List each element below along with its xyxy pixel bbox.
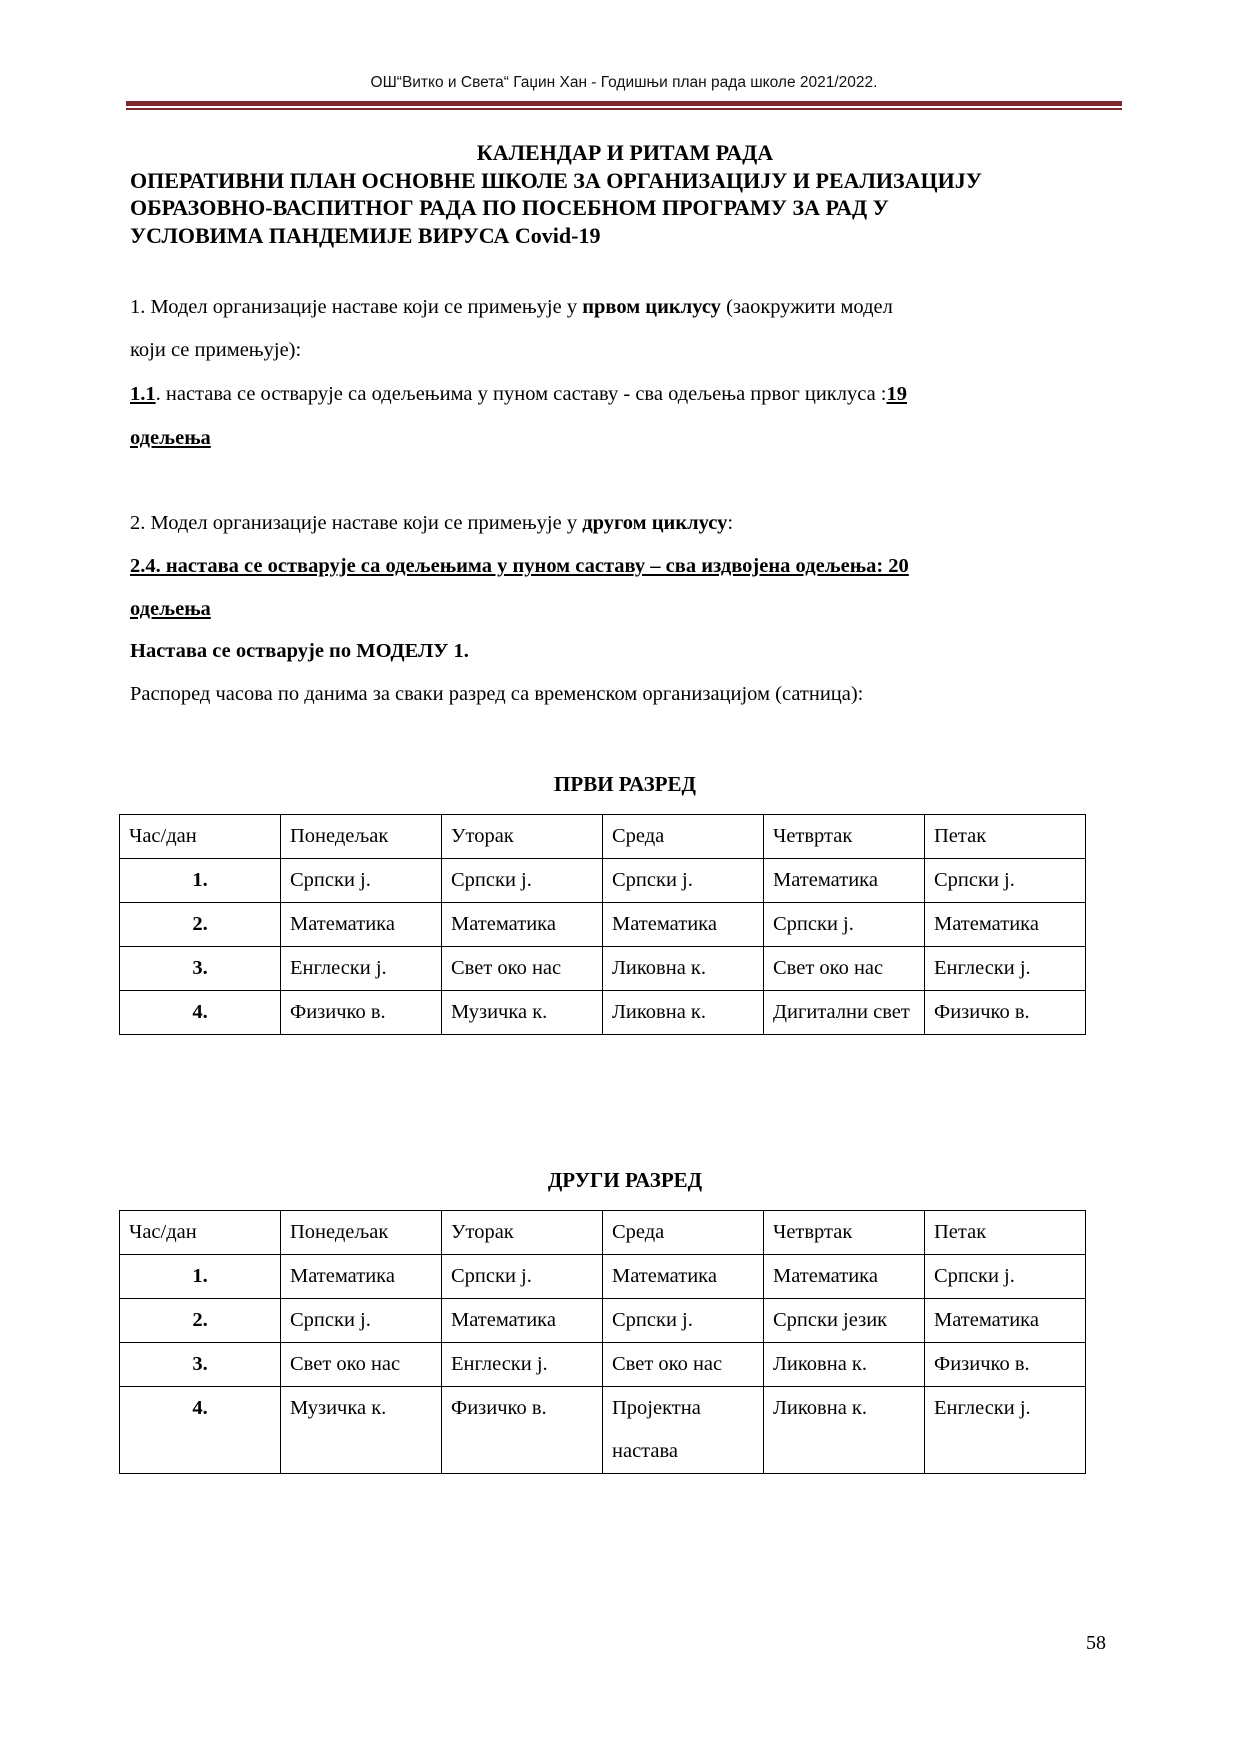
table-header-cell: Уторак xyxy=(442,1211,603,1255)
page-number: 58 xyxy=(1086,1632,1106,1654)
table-row xyxy=(120,1343,1086,1387)
header-rule-thin xyxy=(126,108,1122,110)
table-header-cell: Понедељак xyxy=(281,815,442,859)
table-header-cell: Уторак xyxy=(442,815,603,859)
subject-cell: Музичка к. xyxy=(442,991,603,1035)
table-header-cell: Час/дан xyxy=(120,1211,281,1255)
grade-2-title: ДРУГИ РАЗРЕД xyxy=(547,1168,703,1192)
grade-2-schedule-table xyxy=(119,1210,1086,1474)
text-span: 1. Модел организације наставе који се примењује у xyxy=(130,296,583,318)
subject-cell: Енглески ј. xyxy=(925,947,1086,991)
text-span: . настава се остварује са одељењима у пуном саставу - сва одељења првог циклуса : xyxy=(155,383,887,405)
subject-cell: Физичко в. xyxy=(925,991,1086,1035)
table-row xyxy=(120,859,1086,903)
subject-cell: Математика xyxy=(603,1255,764,1299)
table-header-cell: Четвртак xyxy=(764,815,925,859)
period-number-cell: 3. xyxy=(120,947,281,991)
paragraph-1-1 xyxy=(130,383,907,406)
period-number-cell: 2. xyxy=(120,903,281,947)
subject-cell: Математика xyxy=(442,903,603,947)
subject-cell: Математика xyxy=(281,1255,442,1299)
table-row xyxy=(120,903,1086,947)
subject-cell: Математика xyxy=(925,903,1086,947)
period-number-cell: 4. xyxy=(120,1387,281,1474)
table-header-cell: Среда xyxy=(603,1211,764,1255)
subject-cell: Дигитални свет xyxy=(764,991,925,1035)
subject-cell: Математика xyxy=(764,1255,925,1299)
subject-cell: Ликовна к. xyxy=(764,1387,925,1474)
table-row xyxy=(120,1255,1086,1299)
subject-cell: Српски ј. xyxy=(925,1255,1086,1299)
period-number-cell: 4. xyxy=(120,991,281,1035)
subject-cell: Математика xyxy=(281,903,442,947)
subject-cell: Пројектна настава xyxy=(603,1387,764,1474)
table-row xyxy=(120,947,1086,991)
main-title: КАЛЕНДАР И РИТАМ РАДА xyxy=(476,140,774,165)
subject-cell: Физичко в. xyxy=(442,1387,603,1474)
subject-cell: Српски језик xyxy=(764,1299,925,1343)
class-count: 19 xyxy=(886,383,907,405)
table-header-cell: Петак xyxy=(925,1211,1086,1255)
table-row xyxy=(120,991,1086,1035)
subject-cell: Српски ј. xyxy=(603,1299,764,1343)
subject-cell: Музичка к. xyxy=(281,1387,442,1474)
text-span: : xyxy=(727,512,734,534)
schedule-intro: Распоред часова по данима за сваки разред са временском организацијом (сатница): xyxy=(130,683,864,705)
subject-cell: Српски ј. xyxy=(764,903,925,947)
subject-cell: Математика xyxy=(764,859,925,903)
paragraph-2-4 xyxy=(130,555,909,578)
table-header-cell: Понедељак xyxy=(281,1211,442,1255)
subject-cell: Српски ј. xyxy=(925,859,1086,903)
subtitle-line-2: ОБРАЗОВНО-ВАСПИТНОГ РАДА ПО ПОСЕБНОМ ПРОГРАМУ ЗА РАД У xyxy=(130,195,889,220)
table-header-row xyxy=(120,815,1086,859)
subtitle-line-1: ОПЕРАТИВНИ ПЛАН ОСНОВНЕ ШКОЛЕ ЗА ОРГАНИЗАЦИЈУ И РЕАЛИЗАЦИЈУ xyxy=(130,167,982,193)
table-header-cell: Петак xyxy=(925,815,1086,859)
subject-cell: Математика xyxy=(603,903,764,947)
header-rule-thick xyxy=(126,101,1122,106)
subject-cell: Енглески ј. xyxy=(442,1343,603,1387)
text-span: (заокружити модел xyxy=(720,296,893,318)
subject-cell: Српски ј. xyxy=(603,859,764,903)
bold-text: Настава се остварује по МОДЕЛУ 1. xyxy=(130,640,469,662)
bold-underlined-text: одељења xyxy=(130,598,211,620)
subject-cell: Српски ј. xyxy=(281,1299,442,1343)
table-header-cell: Среда xyxy=(603,815,764,859)
period-number-cell: 1. xyxy=(120,859,281,903)
subject-cell: Ликовна к. xyxy=(764,1343,925,1387)
subject-cell: Српски ј. xyxy=(442,859,603,903)
subject-cell: Свет око нас xyxy=(764,947,925,991)
subject-cell: Свет око нас xyxy=(281,1343,442,1387)
text-span: 2. Модел организације наставе који се примењује у xyxy=(130,512,583,534)
table-row xyxy=(120,1387,1086,1474)
period-number-cell: 2. xyxy=(120,1299,281,1343)
grade-1-title: ПРВИ РАЗРЕД xyxy=(554,772,696,796)
table-header-cell: Четвртак xyxy=(764,1211,925,1255)
subject-cell: Математика xyxy=(925,1299,1086,1343)
period-number-cell: 3. xyxy=(120,1343,281,1387)
paragraph-model-1 xyxy=(130,296,893,319)
paragraph-model-1-cont: који се примењује): xyxy=(130,339,302,361)
page-header: ОШ“Витко и Света“ Гаџин Хан - Годишњи план рада школе 2021/2022. xyxy=(370,74,878,91)
table-header-cell: Час/дан xyxy=(120,815,281,859)
paragraph-model-2 xyxy=(130,512,733,535)
document-titles xyxy=(130,139,1120,249)
class-unit: одељења xyxy=(130,427,211,449)
subtitle-line-3: УСЛОВИМА ПАНДЕМИЈЕ ВИРУСА Covid-19 xyxy=(130,222,601,248)
subject-cell: Ликовна к. xyxy=(603,947,764,991)
subject-cell: Математика xyxy=(442,1299,603,1343)
subject-cell: Физичко в. xyxy=(925,1343,1086,1387)
grade-1-schedule-table xyxy=(119,814,1086,1035)
bold-underlined-text: 2.4. настава се остварује са одељењима у пуном саставу – сва издвојена одељења: 20 xyxy=(130,555,909,577)
model-statement xyxy=(130,640,469,663)
subject-cell: Српски ј. xyxy=(442,1255,603,1299)
paragraph-1-1-cont xyxy=(130,427,211,450)
subject-cell: Српски ј. xyxy=(281,859,442,903)
table-row xyxy=(120,1299,1086,1343)
subject-cell: Ликовна к. xyxy=(603,991,764,1035)
paragraph-2-4-cont xyxy=(130,598,211,621)
bold-span: првом циклусу xyxy=(582,296,721,318)
subject-cell: Свет око нас xyxy=(442,947,603,991)
subject-cell: Енглески ј. xyxy=(925,1387,1086,1474)
bold-span: другом циклусу xyxy=(582,512,728,534)
table-header-row xyxy=(120,1211,1086,1255)
subject-cell: Физичко в. xyxy=(281,991,442,1035)
subject-cell: Свет око нас xyxy=(603,1343,764,1387)
period-number-cell: 1. xyxy=(120,1255,281,1299)
subject-cell: Енглески ј. xyxy=(281,947,442,991)
item-number: 1.1 xyxy=(130,383,156,405)
